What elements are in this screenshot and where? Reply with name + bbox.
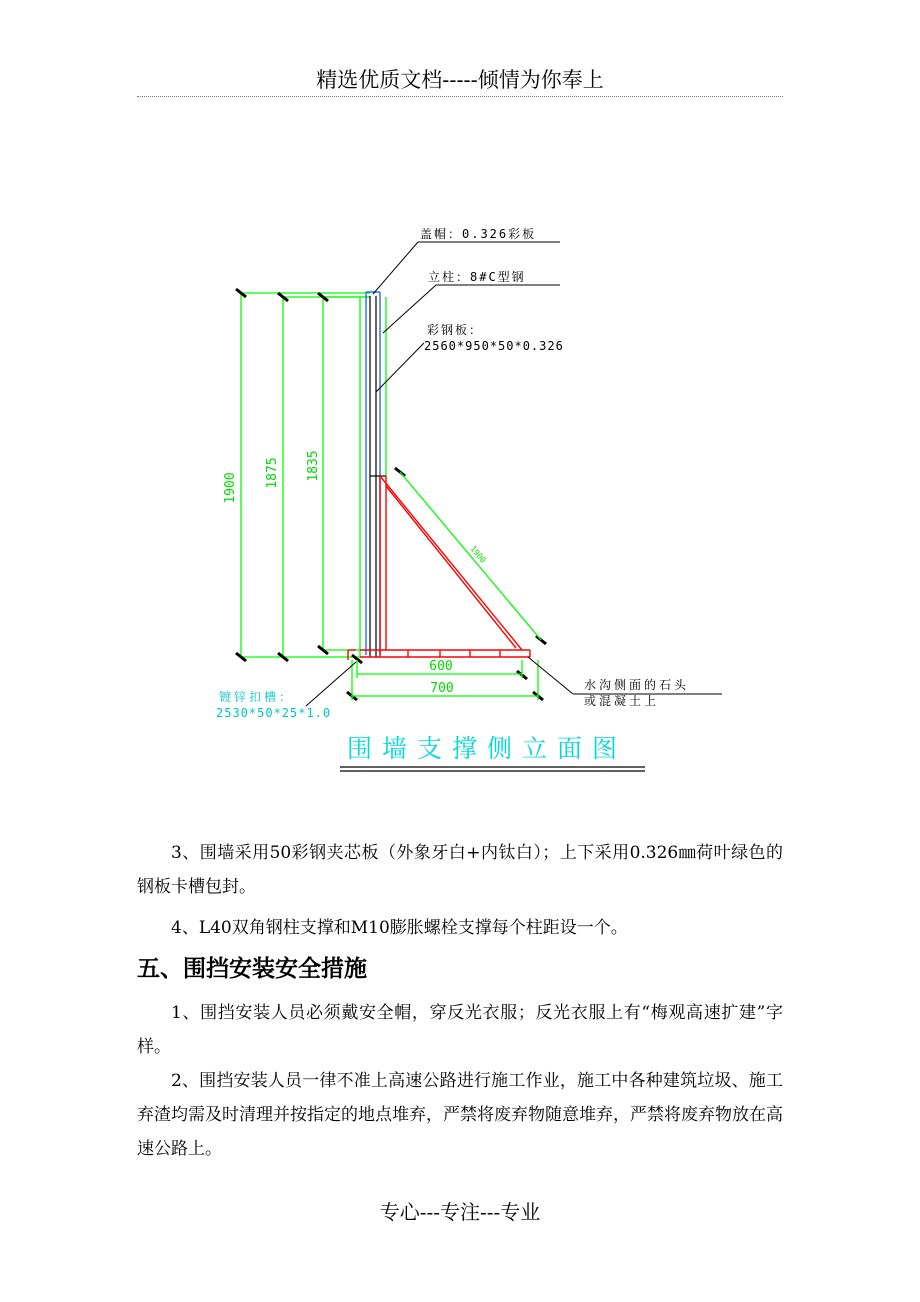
safety-item-2: 2、围挡安装人员一律不准上高速公路进行施工作业，施工中各种建筑垃圾、施工弃渣均需及时清理并按指定的地点堆弃，严禁将废弃物随意堆弃，严禁将废弃物放在高速公路上。 (137, 1071, 783, 1159)
dim-1835: 1835 (306, 450, 321, 482)
dim-1875: 1875 (265, 457, 280, 489)
column-label: 立柱：8#C型钢 (428, 270, 526, 284)
paragraph-4: 4、L40双角钢柱支撑和M10膨胀螺栓支撑每个柱距设一个。 (171, 918, 628, 938)
section-heading-5: 五、围挡安装安全措施 (137, 956, 367, 982)
dim-700: 700 (430, 681, 454, 696)
steel-brace-and-base (348, 476, 530, 660)
cap-label: 盖帽：0.326彩板 (420, 227, 537, 241)
callout-leaders (306, 242, 722, 706)
ground-label-line1: 水沟侧面的石头 (584, 678, 690, 692)
column-cap (366, 292, 380, 655)
caption-underline (340, 767, 645, 771)
paragraph-3: 3、围墙采用50彩钢夹芯板（外象牙白+内钛白）；上下采用0.326㎜荷叶绿色的钢板卡槽包封。 (137, 843, 783, 897)
page-header: 精选优质文档-----倾情为你奉上 (316, 68, 604, 92)
dim-600: 600 (429, 659, 453, 674)
page-footer: 专心---专注---专业 (379, 1200, 541, 1224)
dim-brace: 1900 (468, 544, 488, 565)
drawing-caption: 围墙支撑侧立面图 (346, 734, 628, 763)
groove-label: 镀锌扣槽： (219, 690, 295, 704)
panel-spec: 2560*950*50*0.326 (424, 339, 564, 353)
groove-spec: 2530*50*25*1.0 (216, 706, 332, 720)
ground-label-line2: 或混凝土上 (584, 694, 660, 708)
panel-label: 彩钢板： (427, 323, 484, 337)
safety-item-1: 1、围挡安装人员必须戴安全帽，穿反光衣服；反光衣服上有“梅观高速扩建”字样。 (137, 1003, 783, 1057)
dim-1900: 1900 (223, 472, 238, 504)
steel-column (370, 296, 386, 657)
